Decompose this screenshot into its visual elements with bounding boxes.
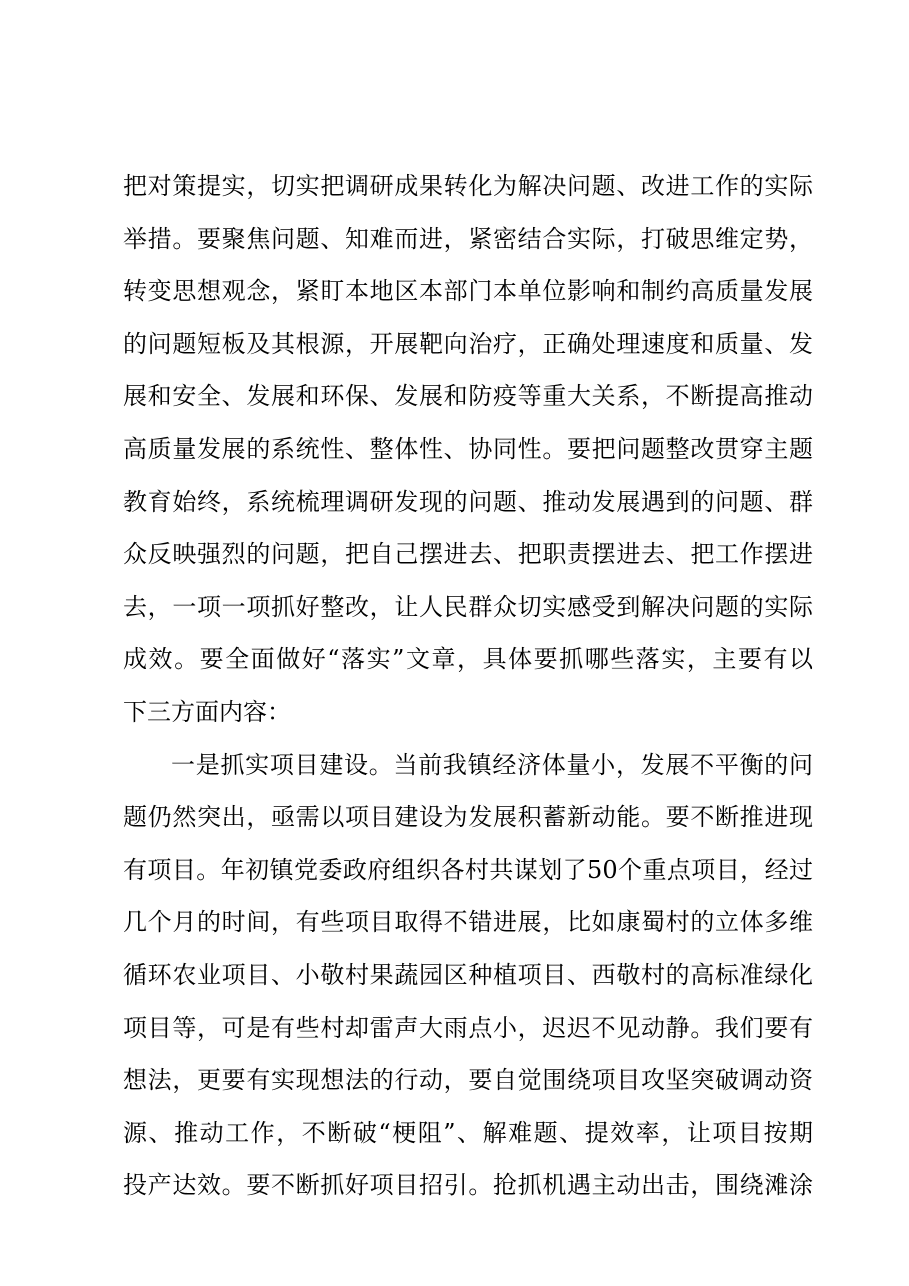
text-line: 源、推动工作，不断破“梗阻”、解难题、提效率，让项目按期 [123,1118,813,1147]
text-line: 成效。要全面做好“落实”文章，具体要抓哪些落实，主要有以 [123,645,813,674]
text-line: 高质量发展的系统性、整体性、协同性。要把问题整改贯穿主题 [123,434,813,463]
paragraph-1 [123,160,813,739]
text-line: 众反映强烈的问题，把自己摆进去、把职责摆进去、把工作摆进 [123,540,813,569]
text-line: 展和安全、发展和环保、发展和防疫等重大关系，不断提高推动 [123,382,813,411]
text-line: 去，一项一项抓好整改，让人民群众切实感受到解决问题的实际 [123,592,813,621]
text-line: 教育始终，系统梳理调研发现的问题、推动发展遇到的问题、群 [123,487,813,516]
text-line: 把对策提实，切实把调研成果转化为解决问题、改进工作的实际 [123,172,813,200]
text-line: 循环农业项目、小敬村果蔬园区种植项目、西敬村的高标准绿化 [123,960,813,989]
text-line: 几个月的时间，有些项目取得不错进展，比如康蜀村的立体多维 [123,908,813,937]
text-line: 转变思想观念，紧盯本地区本部门本单位影响和制约高质量发展 [123,277,813,306]
text-line: 一是抓实项目建设。当前我镇经济体量小，发展不平衡的问 [171,750,813,779]
text-line: 的问题短板及其根源，开展靶向治疗，正确处理速度和质量、发 [123,329,813,358]
text-line: 项目等，可是有些村却雷声大雨点小，迟迟不见动静。我们要有 [123,1013,813,1042]
text-line: 有项目。年初镇党委政府组织各村共谋划了50个重点项目，经过 [123,855,813,884]
paragraph-2 [123,739,813,1212]
text-line: 举措。要聚焦问题、知难而进，紧密结合实际，打破思维定势， [123,224,813,253]
body-text [123,160,813,1212]
text-line: 下三方面内容： [123,697,291,726]
text-line: 题仍然突出，亟需以项目建设为发展积蓄新动能。要不断推进现 [123,803,813,832]
text-line: 投产达效。要不断抓好项目招引。抢抓机遇主动出击，围绕滩涂 [123,1171,813,1200]
text-line: 想法，更要有实现想法的行动，要自觉围绕项目攻坚突破调动资 [123,1066,813,1095]
